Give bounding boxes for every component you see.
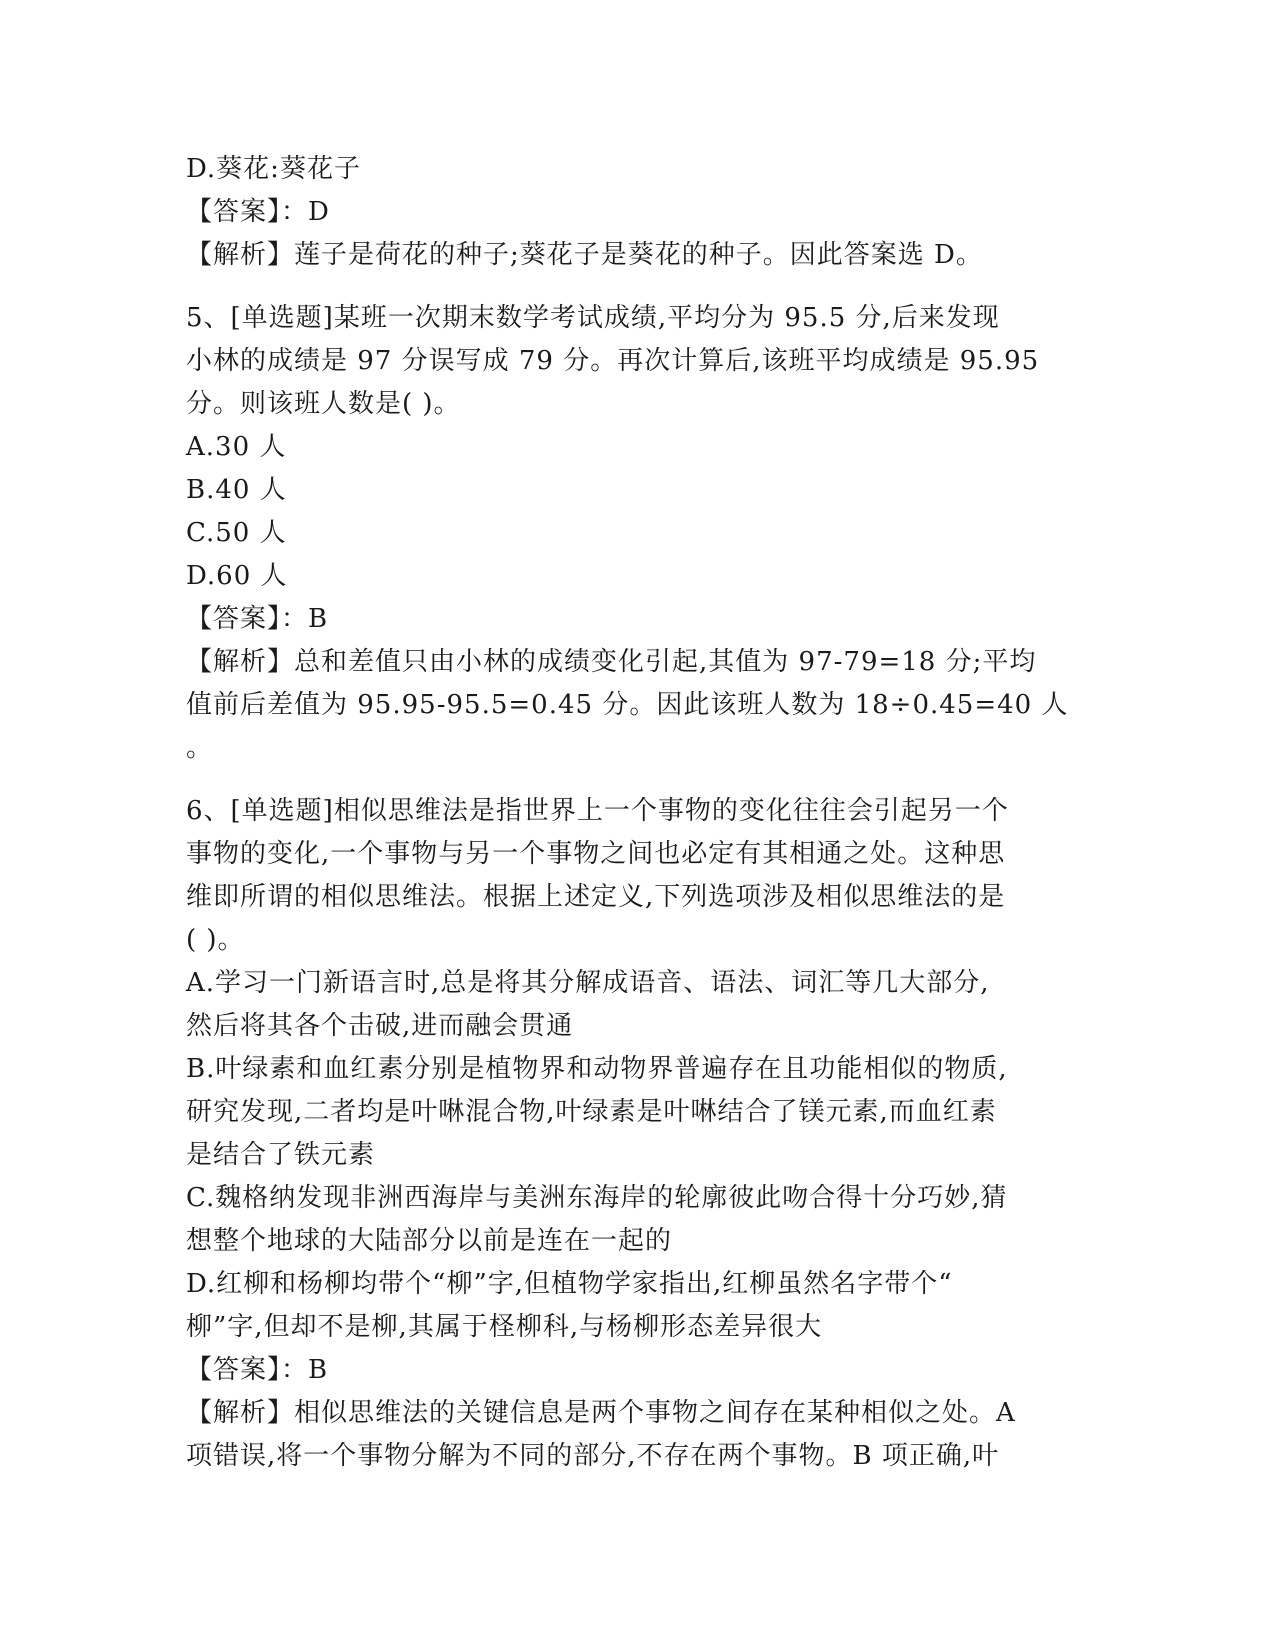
- q5-option-d: D.60 人: [186, 561, 288, 591]
- q6-option-line: 柳”字,但却不是柳,其属于柽柳科,与杨柳形态差异很大: [186, 1312, 823, 1342]
- q6-option-line: B.叶绿素和血红素分别是植物界和动物界普遍存在且功能相似的物质,: [186, 1054, 1008, 1084]
- q6-option-line: 是结合了铁元素: [186, 1140, 376, 1170]
- q5-option-b: B.40 人: [186, 475, 287, 505]
- q6-option-line: D.红柳和杨柳均带个“柳”字,但植物学家指出,红柳虽然名字带个“: [186, 1269, 953, 1299]
- q6-analysis-line: 【解析】相似思维法的关键信息是两个事物之间存在某种相似之处。A: [186, 1398, 1016, 1428]
- q6-stem-line: 6、[单选题]相似思维法是指世界上一个事物的变化往往会引起另一个: [186, 796, 1009, 826]
- q6-option-line: 研究发现,二者均是叶啉混合物,叶绿素是叶啉结合了镁元素,而血红素: [186, 1097, 997, 1127]
- q6-stem-line: 维即所谓的相似思维法。根据上述定义,下列选项涉及相似思维法的是: [186, 882, 1006, 912]
- q4-answer: 【答案】：D: [186, 197, 330, 227]
- q6-block: [186, 790, 1086, 1478]
- q6-option-line: A.学习一门新语言时,总是将其分解成语音、语法、词汇等几大部分,: [186, 968, 990, 998]
- q5-stem-line: 5、[单选题]某班一次期末数学考试成绩,平均分为 95.5 分,后来发现: [186, 303, 1000, 333]
- q6-option-line: C.魏格纳发现非洲西海岸与美洲东海岸的轮廓彼此吻合得十分巧妙,猜: [186, 1183, 1008, 1213]
- q5-option-c: C.50 人: [186, 518, 287, 548]
- q4-analysis: 【解析】莲子是荷花的种子;葵花子是葵花的种子。因此答案选 D。: [186, 240, 983, 270]
- q4-option-d: D.葵花:葵花子: [186, 154, 361, 184]
- q5-answer: 【答案】：B: [186, 604, 329, 634]
- document-page: [186, 148, 1086, 1478]
- q5-block: [186, 297, 1086, 770]
- q5-analysis-line: 值前后差值为 95.95-95.5=0.45 分。因此该班人数为 18÷0.45=40 人: [186, 690, 1069, 720]
- q6-option-line: 然后将其各个击破,进而融会贯通: [186, 1011, 574, 1041]
- q6-option-line: 想整个地球的大陆部分以前是连在一起的: [186, 1226, 673, 1256]
- q6-stem-line: ( )。: [186, 925, 245, 955]
- q5-analysis-line: 【解析】总和差值只由小林的成绩变化引起,其值为 97-79=18 分;平均: [186, 647, 1037, 677]
- q5-analysis-line: 。: [186, 733, 214, 763]
- q6-analysis-line: 项错误,将一个事物分解为不同的部分,不存在两个事物。B 项正确,叶: [186, 1441, 1000, 1471]
- q6-stem-line: 事物的变化,一个事物与另一个事物之间也必定有其相通之处。这种思: [186, 839, 1006, 869]
- q5-option-a: A.30 人: [186, 432, 287, 462]
- q5-stem-line: 分。则该班人数是( )。: [186, 389, 461, 419]
- q6-answer: 【答案】：B: [186, 1355, 329, 1385]
- q5-stem-line: 小林的成绩是 97 分误写成 79 分。再次计算后,该班平均成绩是 95.95: [186, 346, 1040, 376]
